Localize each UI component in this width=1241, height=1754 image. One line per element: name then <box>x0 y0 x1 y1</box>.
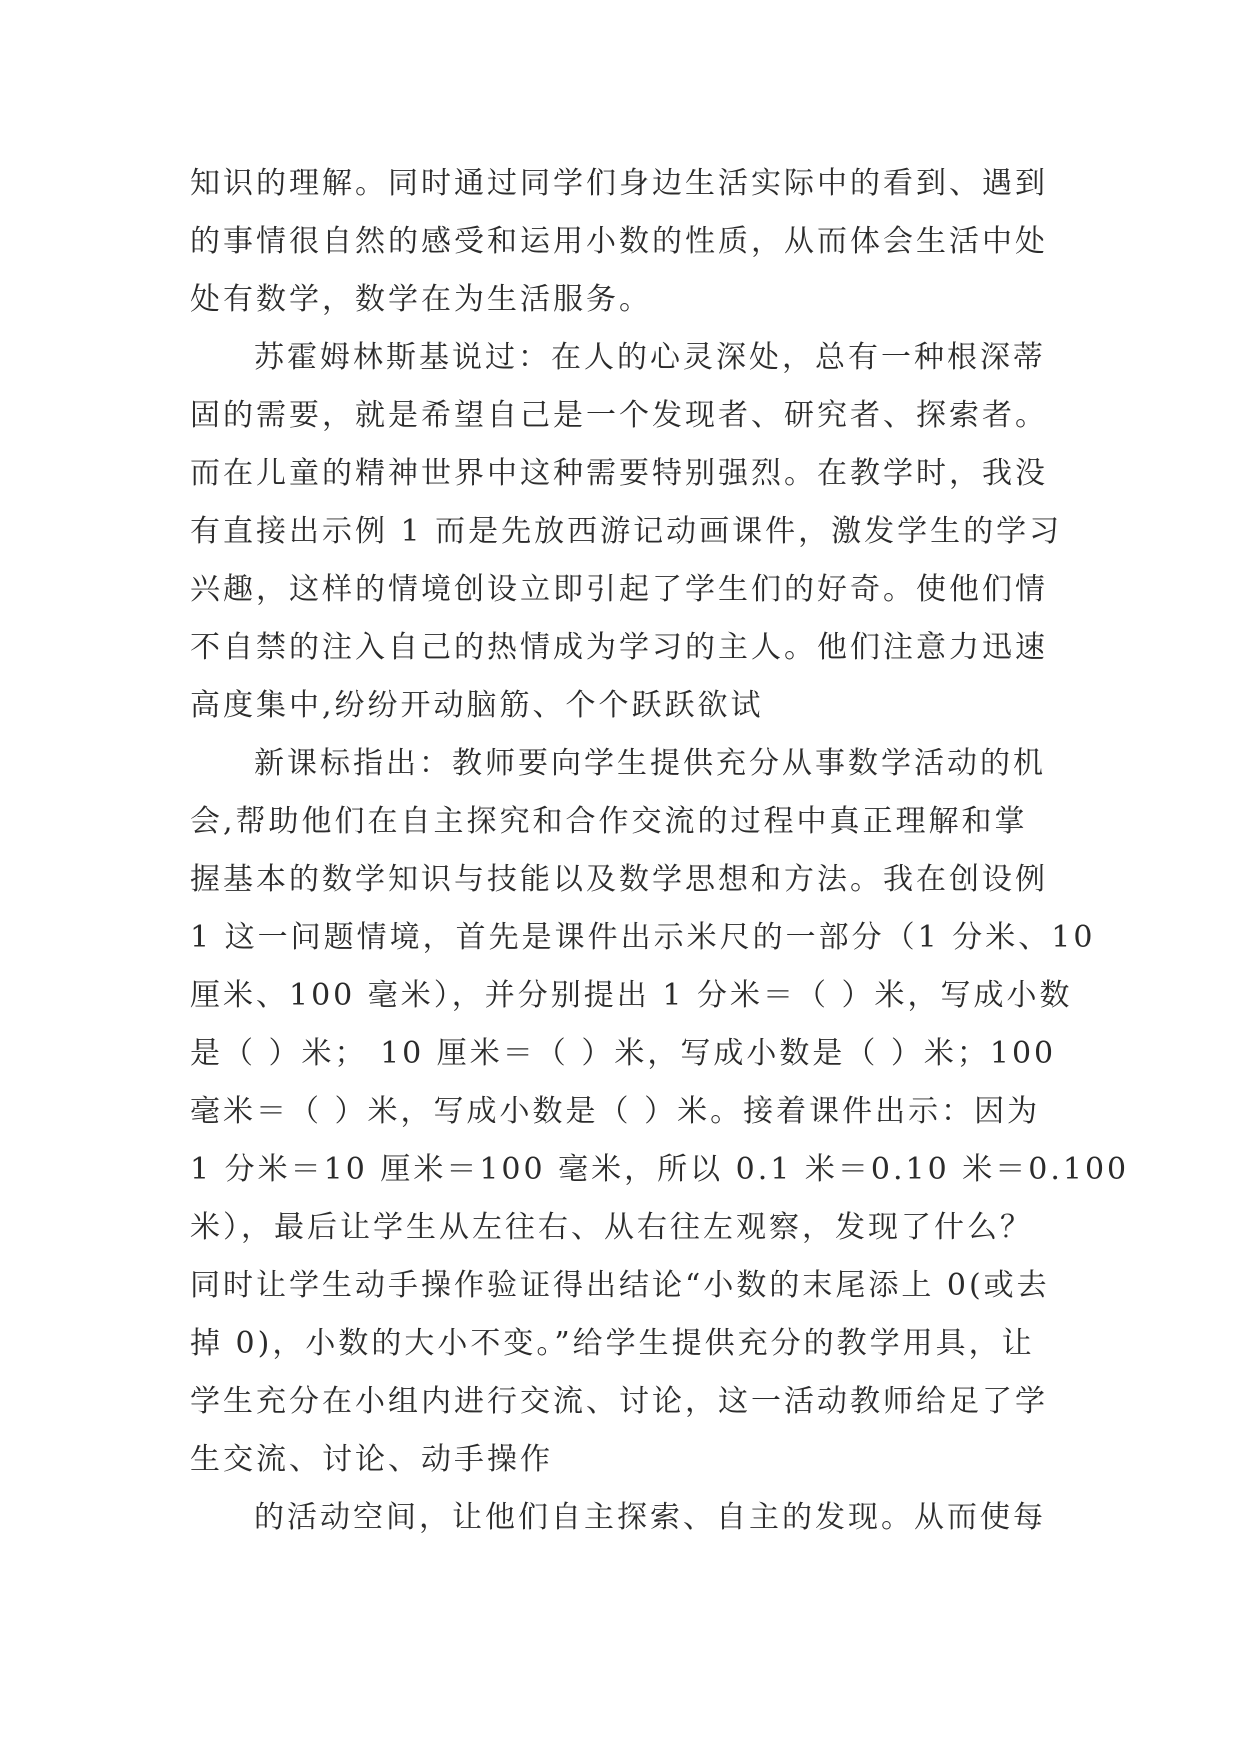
text-line: 兴趣，这样的情境创设立即引起了学生们的好奇。使他们情 <box>190 572 1048 607</box>
text-line: 1 这一问题情境，首先是课件出示米尺的一部分（1 分米、10 <box>190 920 1096 955</box>
body-text <box>190 155 1130 1547</box>
text-line: 毫米＝（ ）米，写成小数是（ ）米。接着课件出示：因为 <box>190 1094 1041 1129</box>
text-line: 是（ ）米； 10 厘米＝（ ）米，写成小数是（ ）米；100 <box>190 1036 1057 1071</box>
text-line: 米），最后让学生从左往右、从右往左观察，发现了什么？ <box>190 1210 1033 1245</box>
text-line: 的事情很自然的感受和运用小数的性质，从而体会生活中处 <box>190 224 1048 259</box>
text-line: 而在儿童的精神世界中这种需要特别强烈。在教学时，我没 <box>190 456 1048 491</box>
text-line: 新课标指出：教师要向学生提供充分从事数学活动的机 <box>254 746 1046 781</box>
text-line: 握基本的数学知识与技能以及数学思想和方法。我在创设例 <box>190 862 1048 897</box>
text-line: 高度集中,纷纷开动脑筋、个个跃跃欲试 <box>190 688 764 723</box>
text-line: 固的需要，就是希望自己是一个发现者、研究者、探索者。 <box>190 398 1048 433</box>
text-line: 有直接出示例 1 而是先放西游记动画课件，激发学生的学习 <box>190 514 1063 549</box>
text-line: 厘米、100 毫米），并分别提出 1 分米＝（ ）米，写成小数 <box>190 978 1073 1013</box>
text-line: 处有数学，数学在为生活服务。 <box>190 282 652 317</box>
text-line: 学生充分在小组内进行交流、讨论，这一活动教师给足了学 <box>190 1384 1048 1419</box>
text-line: 苏霍姆林斯基说过：在人的心灵深处，总有一种根深蒂 <box>254 340 1046 375</box>
text-line: 的活动空间，让他们自主探索、自主的发现。从而使每 <box>254 1500 1046 1535</box>
text-line: 会,帮助他们在自主探究和合作交流的过程中真正理解和掌 <box>190 804 1028 839</box>
text-line: 1 分米＝10 厘米＝100 毫米，所以 0.1 米＝0.10 米＝0.100 <box>190 1152 1130 1187</box>
text-line: 不自禁的注入自己的热情成为学习的主人。他们注意力迅速 <box>190 630 1048 665</box>
text-line: 同时让学生动手操作验证得出结论“小数的末尾添上 0(或去 <box>190 1268 1050 1303</box>
text-line: 知识的理解。同时通过同学们身边生活实际中的看到、遇到 <box>190 166 1048 201</box>
text-line: 掉 0)，小数的大小不变。”给学生提供充分的教学用具，让 <box>190 1326 1035 1361</box>
text-line: 生交流、讨论、动手操作 <box>190 1442 553 1477</box>
